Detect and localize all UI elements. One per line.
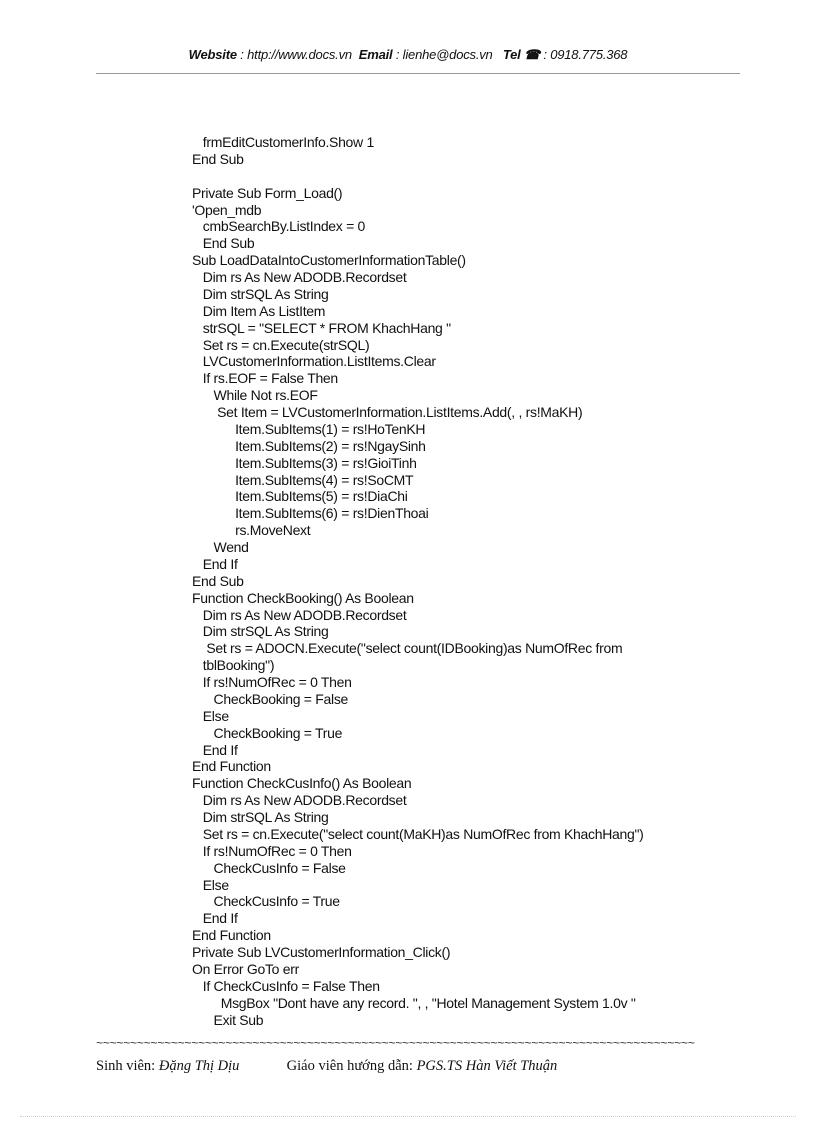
email-separator: : bbox=[392, 47, 403, 62]
advisor-label: Giáo viên hướng dẫn: bbox=[286, 1058, 413, 1074]
tel-label: Tel bbox=[502, 47, 521, 62]
code-line: Dim rs As New ADODB.Recordset bbox=[192, 606, 407, 623]
code-line: End Function bbox=[192, 758, 271, 775]
code-line: Else bbox=[192, 707, 229, 724]
code-line: CheckCusInfo = True bbox=[192, 893, 340, 910]
code-line: CheckCusInfo = False bbox=[192, 859, 346, 876]
footer-tilde-rule: ~~~~~~~~~~~~~~~~~~~~~~~~~~~~~~~~~~~~~~~~~~~~~~~~~~~~~~~~~~~~~~~~~~~~~~~~~~~~~~~~~~~~~~~~ bbox=[96, 1037, 695, 1051]
code-line: Function CheckBooking() As Boolean bbox=[192, 589, 414, 606]
code-line: Item.SubItems(1) = rs!HoTenKH bbox=[192, 420, 426, 437]
page-header bbox=[0, 47, 816, 63]
student-name: Đặng Thị Dịu bbox=[158, 1058, 240, 1074]
code-line: Dim Item As ListItem bbox=[192, 302, 326, 319]
code-line: strSQL = "SELECT * FROM KhachHang " bbox=[192, 319, 451, 336]
code-line: tblBooking") bbox=[192, 657, 275, 674]
code-line: Sub LoadDataIntoCustomerInformationTable() bbox=[192, 252, 466, 269]
email-address[interactable]: lienhe@docs.vn bbox=[402, 47, 493, 62]
student-label: Sinh viên: bbox=[96, 1058, 156, 1074]
website-label: Website bbox=[188, 47, 237, 62]
website-url[interactable]: http://www.docs.vn bbox=[247, 47, 352, 62]
code-line: Item.SubItems(3) = rs!GioiTinh bbox=[192, 454, 417, 471]
code-line: Dim rs As New ADODB.Recordset bbox=[192, 792, 407, 809]
code-line: If CheckCusInfo = False Then bbox=[192, 977, 380, 994]
code-line: If rs!NumOfRec = 0 Then bbox=[192, 842, 352, 859]
code-line: Else bbox=[192, 876, 229, 893]
email-label: Email bbox=[358, 47, 393, 62]
code-line: Set Item = LVCustomerInformation.ListItems.Add(, , rs!MaKH) bbox=[192, 404, 583, 420]
code-line: While Not rs.EOF bbox=[192, 387, 318, 404]
code-line: Wend bbox=[192, 539, 249, 555]
code-line: CheckBooking = False bbox=[192, 690, 349, 707]
code-line: Private Sub Form_Load() bbox=[192, 184, 343, 201]
code-line: frmEditCustomerInfo.Show 1 bbox=[192, 134, 374, 150]
code-line: End If bbox=[192, 741, 238, 758]
header-divider bbox=[96, 73, 740, 74]
code-line: Dim rs As New ADODB.Recordset bbox=[192, 269, 407, 285]
code-line: Item.SubItems(2) = rs!NgaySinh bbox=[192, 437, 426, 454]
code-line: If rs.EOF = False Then bbox=[192, 370, 338, 387]
code-line: Item.SubItems(4) = rs!SoCMT bbox=[192, 471, 414, 488]
code-line: End If bbox=[192, 910, 238, 927]
page-footer bbox=[96, 1058, 736, 1075]
code-line: End Sub bbox=[192, 235, 255, 252]
code-line: Dim strSQL As String bbox=[192, 809, 329, 825]
code-line: On Error GoTo err bbox=[192, 960, 299, 977]
tel-number: 0918.775.368 bbox=[550, 47, 628, 62]
code-line: Private Sub LVCustomerInformation_Click() bbox=[192, 944, 451, 960]
code-line: Item.SubItems(6) = rs!DienThoai bbox=[192, 505, 429, 522]
code-line: End If bbox=[192, 555, 238, 572]
code-line: Dim strSQL As String bbox=[192, 285, 329, 302]
code-line: End Function bbox=[192, 927, 271, 944]
code-line: 'Open_mdb bbox=[192, 201, 262, 218]
code-line: Dim strSQL As String bbox=[192, 623, 329, 640]
code-line: If rs!NumOfRec = 0 Then bbox=[192, 674, 352, 690]
code-line: End Sub bbox=[192, 150, 244, 167]
code-line: Exit Sub bbox=[192, 1011, 264, 1028]
code-line: Item.SubItems(5) = rs!DiaChi bbox=[192, 488, 408, 505]
page-bottom-divider bbox=[20, 1116, 796, 1117]
tel-separator: : bbox=[539, 47, 551, 62]
code-line: Set rs = cn.Execute("select count(MaKH)as NumOfRec from KhachHang") bbox=[192, 825, 644, 842]
code-line: cmbSearchBy.ListIndex = 0 bbox=[192, 218, 366, 235]
code-line: CheckBooking = True bbox=[192, 724, 343, 741]
code-line bbox=[192, 168, 732, 185]
code-line: MsgBox "Dont have any record. ", , "Hotel Management System 1.0v " bbox=[192, 994, 636, 1011]
code-line: Set rs = cn.Execute(strSQL) bbox=[192, 336, 370, 353]
advisor-name: PGS.TS Hàn Viết Thuận bbox=[416, 1058, 558, 1074]
code-listing bbox=[192, 134, 732, 1028]
code-line: Set rs = ADOCN.Execute("select count(IDBooking)as NumOfRec from bbox=[192, 640, 623, 657]
phone-icon: ☎ bbox=[523, 47, 540, 62]
website-separator: : bbox=[236, 47, 248, 62]
code-line: LVCustomerInformation.ListItems.Clear bbox=[192, 353, 436, 370]
code-line: Function CheckCusInfo() As Boolean bbox=[192, 775, 412, 792]
code-line: rs.MoveNext bbox=[192, 522, 311, 539]
code-line: End Sub bbox=[192, 572, 244, 589]
